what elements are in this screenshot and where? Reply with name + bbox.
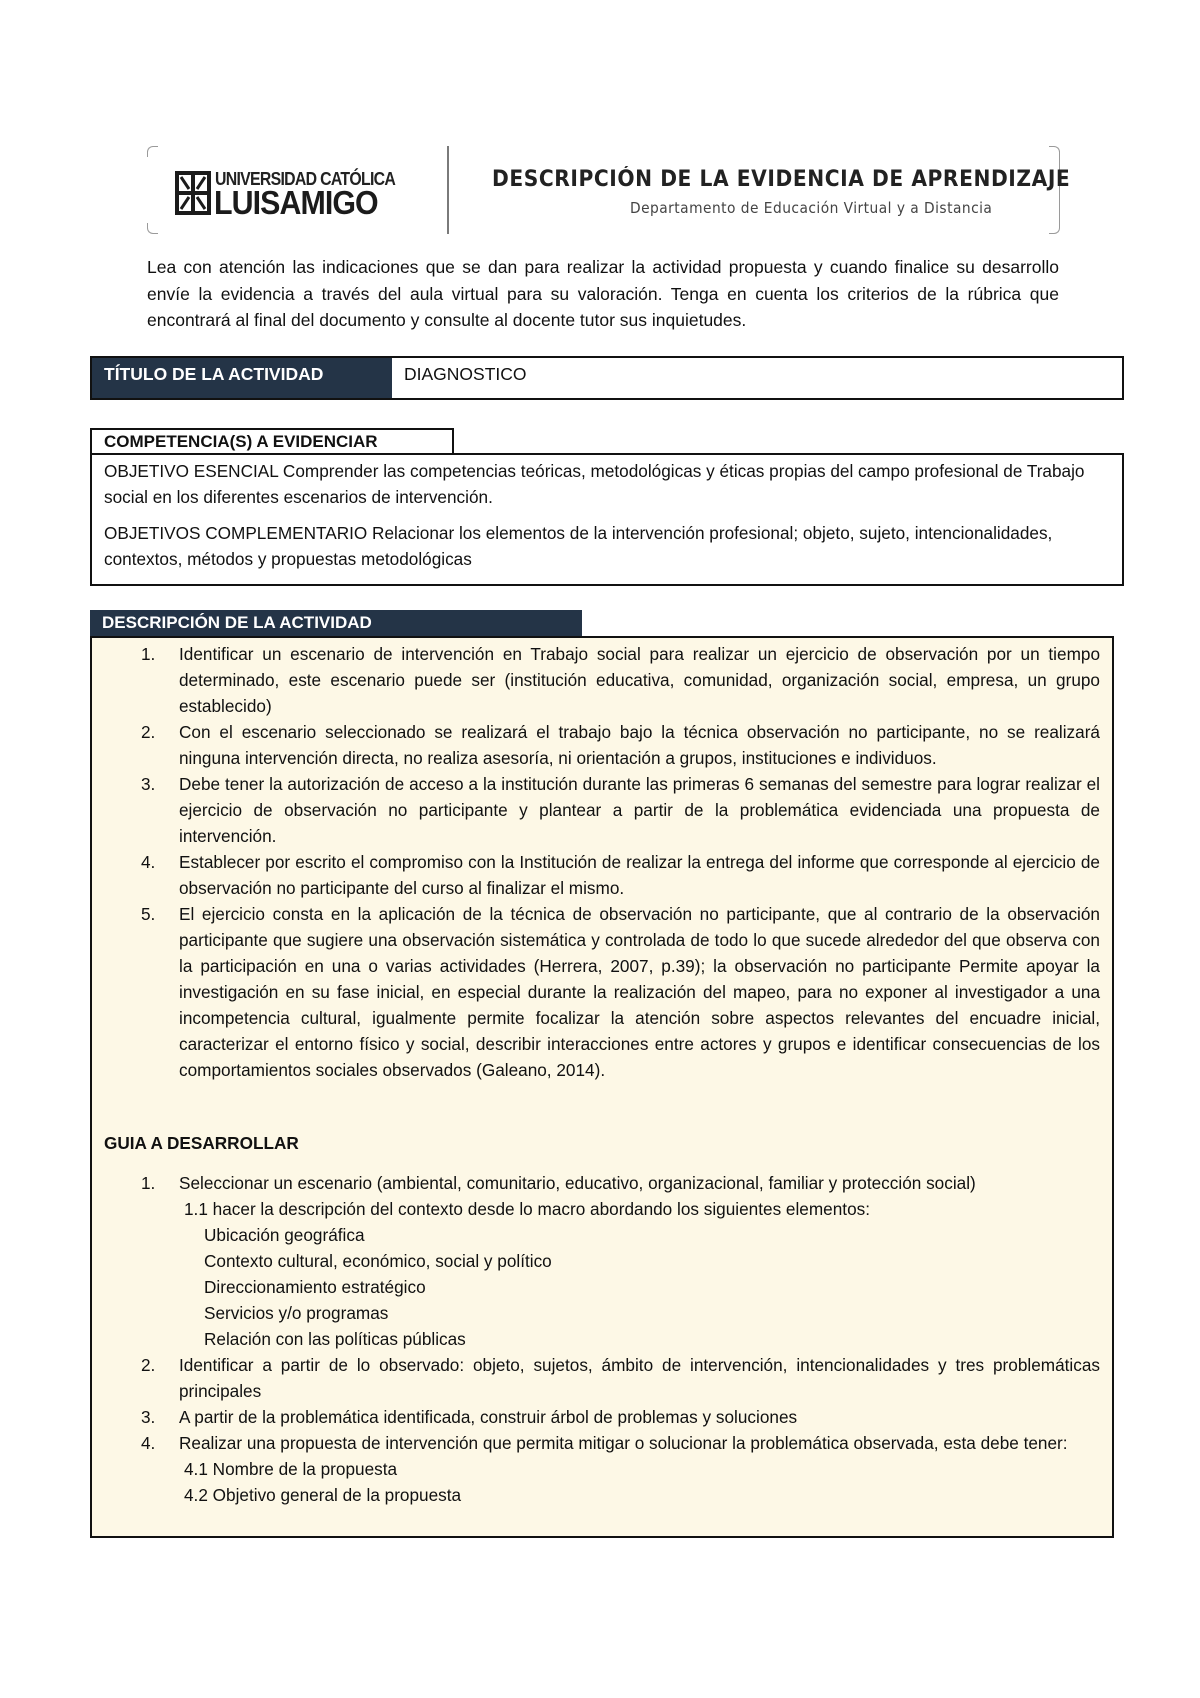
document-subtitle: Departamento de Educación Virtual y a Distancia <box>630 199 993 217</box>
list-item <box>104 1170 1100 1352</box>
list-number: 1. <box>141 644 156 664</box>
guia-list <box>104 1170 1100 1508</box>
frame-corner <box>1049 223 1060 234</box>
element-item: Direccionamiento estratégico <box>204 1277 426 1297</box>
objetivos-complementarios: OBJETIVOS COMPLEMENTARIO Relacionar los elementos de la intervención profesional; objeto, sujeto, intencionalidades, contextos, métodos y propuestas metodológicas <box>104 523 1053 569</box>
list-number: 4. <box>141 852 156 872</box>
element-item: Relación con las políticas públicas <box>204 1329 466 1349</box>
frame-corner <box>147 146 158 157</box>
list-item <box>104 1352 1100 1404</box>
list-item-text: El ejercicio consta en la aplicación de la técnica de observación no participante, que al contrario de la observación participante que sugiere una observación sistemática y controlada de todo lo que sucede alrededor del que observa con la participación en una o varias actividades (Herrera, 2007, p.39); la observación no participante Permite apoyar la investigación en su fase inicial, en especial durante la realización del mapeo, para no exponer al investigador a una incompetencia cultural, igualmente permite focalizar la atención sobre aspectos relevantes del encuadre inicial, caracterizar el entorno físico y social, describir interacciones entre actores y grupos e identificar consecuencias de los comportamientos sociales observados (Galeano, 2014). <box>179 904 1100 1080</box>
list-item <box>104 1404 1100 1430</box>
list-number: 3. <box>141 1407 156 1427</box>
list-item <box>104 771 1100 849</box>
list-number: 2. <box>141 722 156 742</box>
document-title: DESCRIPCIÓN DE LA EVIDENCIA DE APRENDIZAJE <box>492 167 1071 192</box>
list-item-text: Establecer por escrito el compromiso con la Institución de realizar la entrega del informe que corresponde al ejercicio de observación no participante del curso al finalizar el mismo. <box>179 852 1100 898</box>
list-item-text: Realizar una propuesta de intervención que permita mitigar o solucionar la problemática observada, esta debe tener: <box>179 1433 1068 1453</box>
element-item: Contexto cultural, económico, social y político <box>204 1251 552 1271</box>
guia-heading: GUIA A DESARROLLAR <box>104 1133 299 1153</box>
descripcion-list <box>104 641 1100 1083</box>
sub-item: 1.1 hacer la descripción del contexto desde lo macro abordando los siguientes elementos: <box>184 1199 871 1219</box>
header-divider <box>447 146 449 234</box>
list-item-text: A partir de la problemática identificada, construir árbol de problemas y soluciones <box>179 1407 798 1427</box>
element-item: Servicios y/o programas <box>204 1303 389 1323</box>
list-item <box>104 719 1100 771</box>
sub-item: 4.2 Objetivo general de la propuesta <box>184 1485 462 1505</box>
list-item <box>104 849 1100 901</box>
list-number: 1. <box>141 1173 156 1193</box>
list-number: 3. <box>141 774 156 794</box>
list-number: 5. <box>141 904 156 924</box>
list-item-text: Con el escenario seleccionado se realizará el trabajo bajo la técnica observación no participante, no se realizará ninguna intervención directa, no realiza asesoría, ni orientación a grupos, instituciones e individuos. <box>179 722 1100 768</box>
university-logo <box>175 168 415 221</box>
logo-top-text: UNIVERSIDAD CATÓLICA <box>215 169 396 189</box>
list-item <box>104 641 1100 719</box>
list-item-text: Identificar un escenario de intervención en Trabajo social para realizar un ejercicio de observación por un tiempo determinado, este escenario puede ser (institución educativa, comunidad, organización social, empresa, un grupo establecido) <box>179 644 1100 716</box>
logo-bottom-text: LUISAMIGO <box>214 184 378 221</box>
sub-item: 4.1 Nombre de la propuesta <box>184 1459 398 1479</box>
list-number: 2. <box>141 1355 156 1375</box>
descripcion-box <box>90 636 1114 1538</box>
objetivo-esencial: OBJETIVO ESENCIAL Comprender las competencias teóricas, metodológicas y éticas propias del campo profesional de Trabajo social en los diferentes escenarios de intervención. <box>104 461 1085 507</box>
list-item-text: Seleccionar un escenario (ambiental, comunitario, educativo, organizacional, familiar y protección social) <box>179 1173 976 1193</box>
activity-title-value: DIAGNOSTICO <box>404 364 527 384</box>
list-item <box>104 901 1100 1083</box>
frame-corner <box>147 223 158 234</box>
university-shield-icon <box>175 171 211 215</box>
list-number: 4. <box>141 1433 156 1453</box>
competencias-box <box>90 453 1124 586</box>
intro-paragraph: Lea con atención las indicaciones que se dan para realizar la actividad propuesta y cuando finalice su desarrollo envíe la evidencia a través del aula virtual para su valoración. Tenga en cuenta los criterios de la rúbrica que encontrará al final del documento y consulte al docente tutor sus inquietudes. <box>147 257 1059 330</box>
activity-title-label: TÍTULO DE LA ACTIVIDAD <box>92 358 392 398</box>
descripcion-heading: DESCRIPCIÓN DE LA ACTIVIDAD <box>90 610 582 636</box>
activity-title-row <box>90 356 1124 400</box>
list-item <box>104 1430 1100 1508</box>
element-item: Ubicación geográfica <box>204 1225 365 1245</box>
document-header <box>147 146 1071 234</box>
list-item-text: Debe tener la autorización de acceso a la institución durante las primeras 6 semanas del semestre para lograr realizar el ejercicio de observación no participante y plantear a partir de la problemática evidenciada una propuesta de intervención. <box>179 774 1100 846</box>
list-item-text: Identificar a partir de lo observado: objeto, sujetos, ámbito de intervención, intencionalidades y tres problemáticas principales <box>179 1355 1100 1401</box>
competencias-heading: COMPETENCIA(S) A EVIDENCIAR <box>90 428 454 453</box>
